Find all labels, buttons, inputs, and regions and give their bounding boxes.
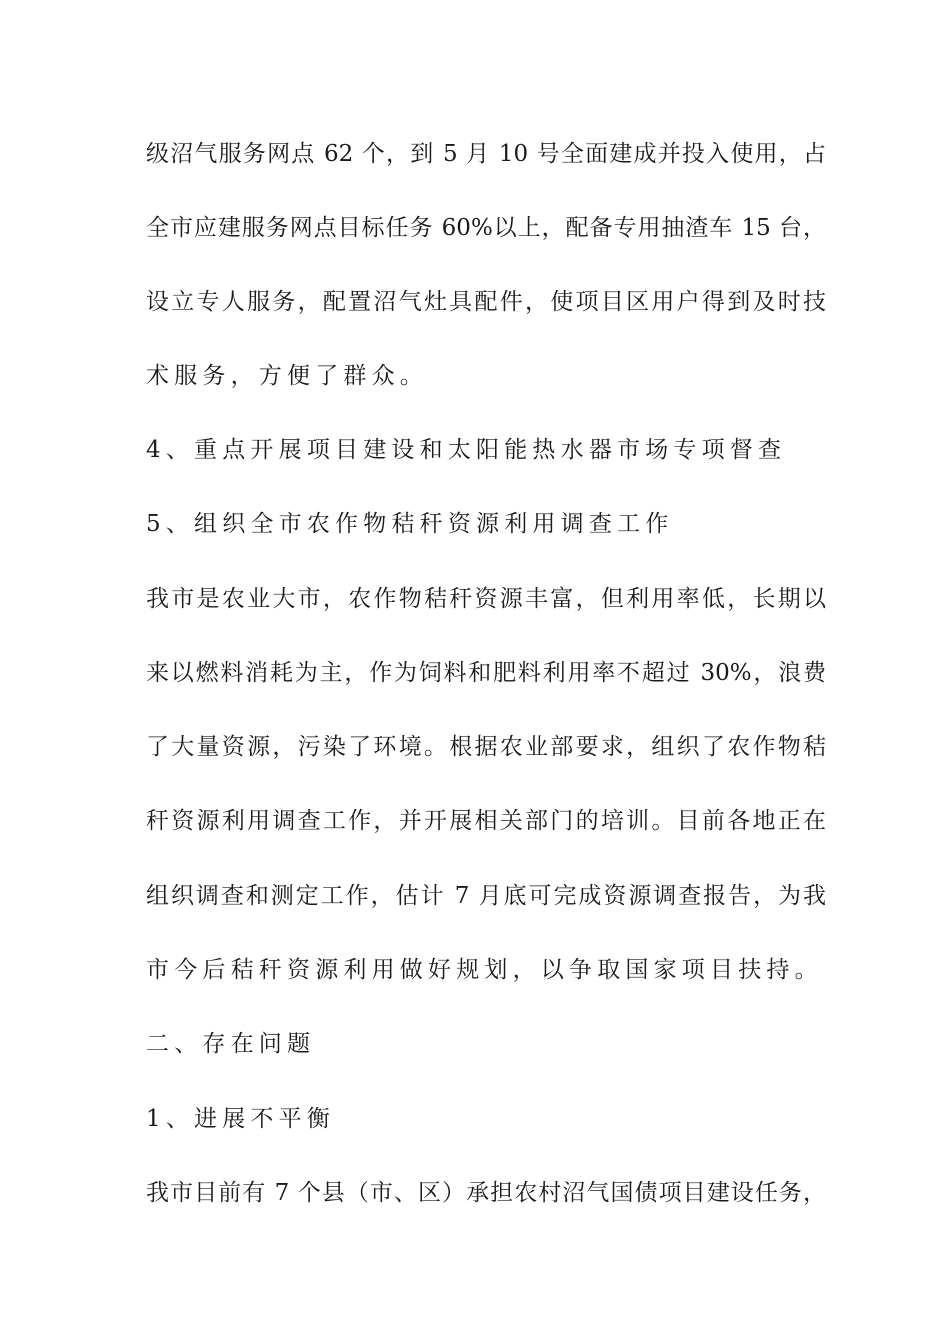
section-heading: 5、组织全市农作物秸秆资源利用调查工作 [146,511,674,537]
paragraph-line: 我市目前有 7 个县（市、区）承担农村沼气国债项目建设任务， [146,1180,826,1206]
section-heading: 二、存在问题 [146,1031,316,1057]
paragraph-line: 来以燃料消耗为主，作为饲料和肥料利用率不超过 30%，浪费 [146,660,826,686]
paragraph-line: 设立专人服务，配置沼气灶具配件，使项目区用户得到及时技 [146,289,826,315]
paragraph-line: 组织调查和测定工作，估计 7 月底可完成资源调查报告，为我 [146,883,826,909]
paragraph-line: 级沼气服务网点 62 个，到 5 月 10 号全面建成并投入使用，占 [146,141,826,167]
paragraph-line: 全市应建服务网点目标任务 60%以上，配备专用抽渣车 15 台， [146,215,826,241]
paragraph-line: 我市是农业大市，农作物秸秆资源丰富，但利用率低，长期以 [146,586,826,612]
section-heading: 1、进展不平衡 [146,1106,336,1132]
paragraph-line: 术服务，方便了群众。 [146,363,428,389]
section-heading: 4、重点开展项目建设和太阳能热水器市场专项督查 [146,437,787,463]
paragraph-line: 了大量资源，污染了环境。根据农业部要求，组织了农作物秸 [146,734,826,760]
paragraph-line: 秆资源利用调查工作，并开展相关部门的培训。目前各地正在 [146,808,826,834]
paragraph-line: 市今后秸秆资源利用做好规划，以争取国家项目扶持。 [146,957,823,983]
